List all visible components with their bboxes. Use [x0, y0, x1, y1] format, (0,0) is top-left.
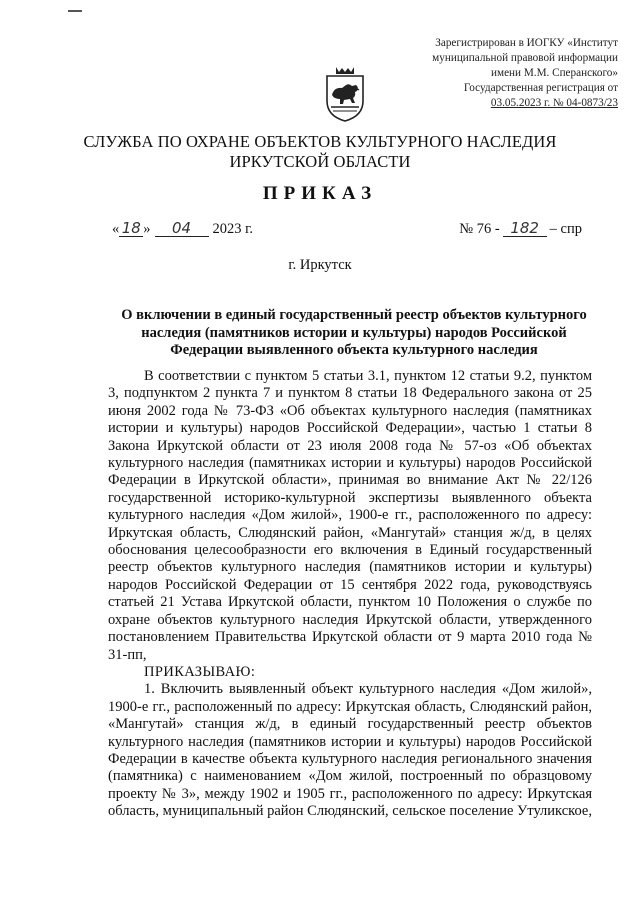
- order-number-handwritten: 182: [503, 221, 547, 237]
- preamble-paragraph: В соответствии с пунктом 5 статьи 3.1, пунктом 12 статьи 9.2, пунктом 3, подпунктом 2 пункта 7 и пунктом 8 статьи 18 Федерального закона от 25 июня 2002 года № 73-ФЗ «Об объектах культурного наследия (памятниках истории и культуры) народов Российской Федерации», частью 1 статьи 8 Закона Иркутской области от 23 июля 2008 года № 57-оз «Об объектах культурного наследия (памятниках истории и культуры) народов Российской Федерации в Иркутской области», принимая во внимание Акт № 22/126 государственной историко-культурной экспертизы выявленного объекта культурного наследия «Дом жилой», 1900-е гг., расположенного по адресу: Иркутская область, Слюдянский район, «Мангутай» станция ж/д, в целях обоснования целесообразности его включения в Единый государственный реестр объектов культурного наследия (памятников истории и культуры) народов Российской Федерации от 15 сентября 2022 года, руководствуясь статьей 21 Устава Иркутской области, пунктом 10 Положения о службе по охране объектов культурного наследия Иркутской области, утвержденного постановлением Правительства Иркутской области от 9 марта 2010 года № 31-пп,: [108, 368, 592, 663]
- date-close-quote: »: [143, 221, 151, 237]
- subject-line: Федерации выявленного объекта культурного наследия: [170, 342, 538, 358]
- agency-name-line1: СЛУЖБА ПО ОХРАНЕ ОБЪЕКТОВ КУЛЬТУРНОГО НАСЛЕДИЯ: [83, 132, 557, 151]
- agency-name: [0, 132, 640, 172]
- registration-line: муниципальной правовой информации: [432, 52, 618, 64]
- order-number: [459, 221, 582, 238]
- date-year: 2023 г.: [212, 221, 254, 237]
- orders-keyword: ПРИКАЗЫВАЮ:: [144, 663, 256, 680]
- registration-note: [388, 36, 618, 111]
- order-subject: [108, 307, 600, 360]
- order-body: [108, 368, 592, 821]
- subject-line: О включении в единый государственный реестр объектов культурного: [121, 307, 587, 323]
- registration-line: Государственная регистрация от: [463, 82, 618, 94]
- date-open-quote: «: [112, 221, 120, 237]
- agency-name-line2: ИРКУТСКОЙ ОБЛАСТИ: [229, 152, 411, 171]
- scan-mark: [68, 10, 82, 12]
- city-name: г. Иркутск: [288, 257, 352, 273]
- order-date: [112, 221, 253, 238]
- order-number-prefix: № 76 -: [459, 221, 500, 237]
- item-1-paragraph: 1. Включить выявленный объект культурного наследия «Дом жилой», 1900-е гг., расположенный по адресу: Иркутская область, Слюдянский район, «Мангутай» станция ж/д, в единый государственный реестр объектов культурного наследия (памятников истории и культуры) народов Российской Федерации в качестве объекта культурного наследия регионального значения (памятника) с наименованием «Дом жилой, построенный по образцовому проекту № 3», между 1902 и 1905 гг., расположенного по адресу: Иркутская область, муниципальный район Слюдянский, сельское поселение Утуликское,: [108, 681, 592, 820]
- document-type-title: ПРИКАЗ: [262, 183, 378, 204]
- coat-of-arms-icon: [322, 65, 368, 123]
- date-day-handwritten: 18: [119, 221, 143, 237]
- registration-number-line: 03.05.2023 г. № 04-0873/23: [490, 97, 618, 109]
- order-number-suffix: – спр: [549, 221, 582, 237]
- registration-line: Зарегистрирован в ИОГКУ «Институт: [435, 37, 618, 49]
- date-month-handwritten: 04: [155, 221, 209, 237]
- registration-line: имени М.М. Сперанского»: [491, 67, 618, 79]
- subject-line: наследия (памятников истории и культуры) народов Российской: [141, 324, 567, 341]
